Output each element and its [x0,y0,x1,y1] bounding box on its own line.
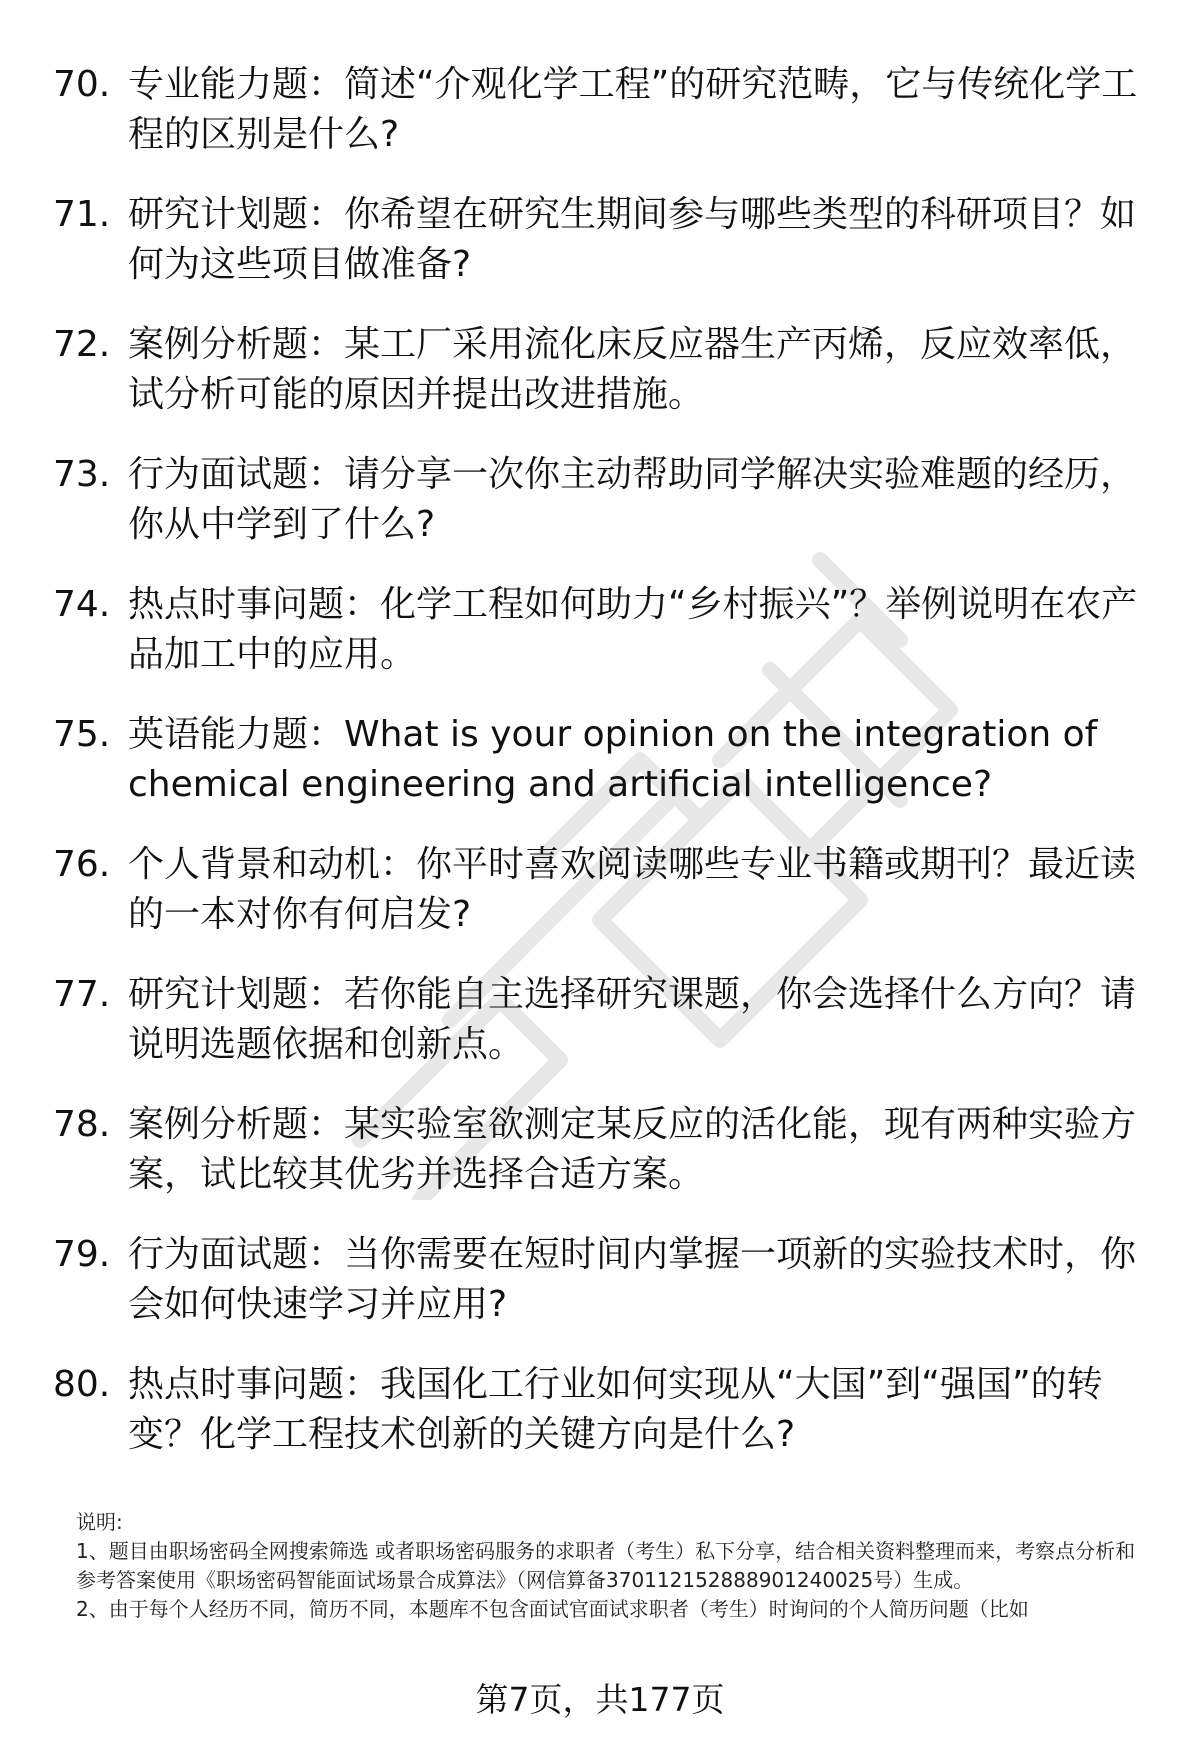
question-text: 热点时事问题：化学工程如何助力“乡村振兴”？举例说明在农产品加工中的应用。 [128,584,1138,675]
question-number: 78. [53,1104,111,1145]
question-item [0,1100,1200,1230]
question-number: 80. [53,1364,111,1405]
notes-section [76,1508,1146,1624]
question-item [0,970,1200,1100]
question-number: 75. [53,714,111,755]
question-item [0,1360,1200,1490]
question-item [0,190,1200,320]
question-item [0,1230,1200,1360]
question-list [0,60,1200,1490]
question-text: 研究计划题：若你能自主选择研究课题，你会选择什么方向？请说明选题依据和创新点。 [128,974,1137,1065]
question-item [0,580,1200,710]
question-number: 71. [53,194,111,235]
question-number: 77. [53,974,111,1015]
notes-heading: 说明: [76,1510,123,1534]
question-item [0,710,1200,840]
question-text: 行为面试题：当你需要在短时间内掌握一项新的实验技术时，你会如何快速学习并应用? [128,1234,1137,1325]
notes-item-1: 1、题目由职场密码全网搜索筛选 或者职场密码服务的求职者（考生）私下分享，结合相关资料整理而来，考察点分析和参考答案使用《职场密码智能面试场景合成算法》（网信算备370112152888901240025号）生成。 [76,1539,1136,1592]
question-number: 74. [53,584,111,625]
question-text: 案例分析题：某实验室欲测定某反应的活化能，现有两种实验方案，试比较其优劣并选择合适方案。 [128,1104,1137,1195]
question-item [0,320,1200,450]
question-text: 行为面试题：请分享一次你主动帮助同学解决实验难题的经历，你从中学到了什么? [128,454,1137,545]
question-text: 研究计划题：你希望在研究生期间参与哪些类型的科研项目？如何为这些项目做准备? [128,194,1137,285]
question-number: 70. [53,64,111,105]
question-item [0,450,1200,580]
question-item [0,60,1200,190]
question-text: 英语能力题：What is your opinion on the integration of chemical engineering and artificial intelligence? [128,714,1098,805]
question-number: 76. [53,844,111,885]
page-indicator: 第7页，共177页 [475,1680,725,1719]
question-text: 热点时事问题：我国化工行业如何实现从“大国”到“强国”的转变？化学工程技术创新的关键方向是什么? [128,1364,1103,1455]
question-text: 专业能力题：简述“介观化学工程”的研究范畴，它与传统化学工程的区别是什么? [128,64,1138,155]
question-text: 案例分析题：某工厂采用流化床反应器生产丙烯，反应效率低，试分析可能的原因并提出改进措施。 [128,324,1137,415]
question-number: 72. [53,324,111,365]
notes-item-2: 2、由于每个人经历不同，简历不同，本题库不包含面试官面试求职者（考生）时询问的个人简历问题（比如 [76,1597,1029,1621]
question-number: 73. [53,454,111,495]
question-number: 79. [53,1234,111,1275]
question-item [0,840,1200,970]
question-text: 个人背景和动机：你平时喜欢阅读哪些专业书籍或期刊？最近读的一本对你有何启发? [128,844,1137,935]
